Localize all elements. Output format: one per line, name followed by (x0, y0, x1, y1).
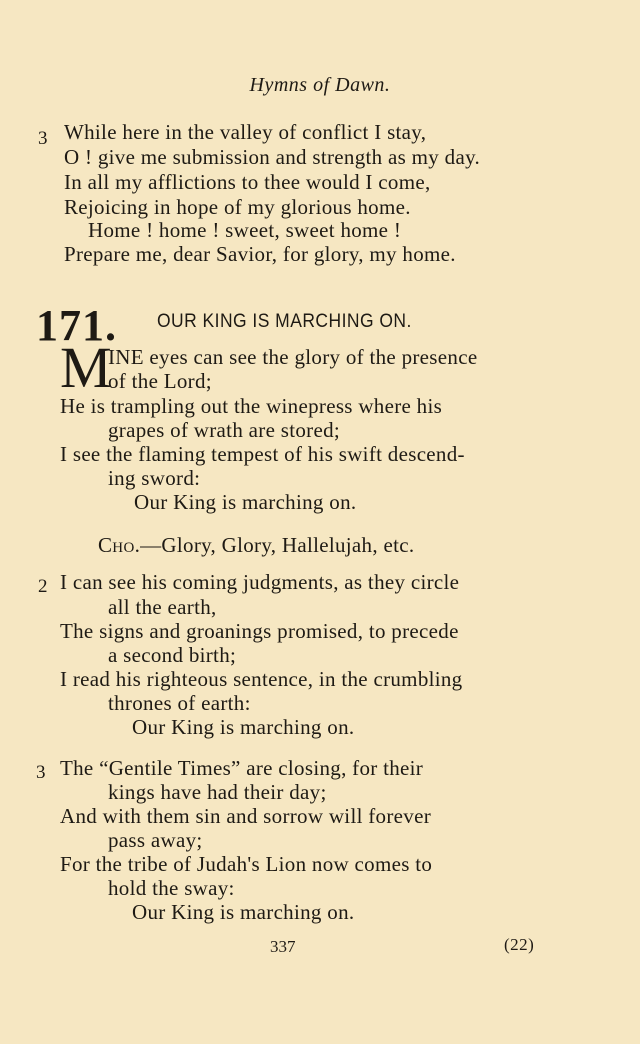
refrain-line: Our King is marching on. (132, 900, 355, 924)
verse-line-continuation: hold the sway: (108, 876, 235, 900)
refrain-line: Our King is marching on. (134, 490, 357, 514)
verse-line: Rejoicing in hope of my glorious home. (64, 195, 411, 219)
verse-line-continuation: all the earth, (108, 595, 217, 619)
verse-line: And with them sin and sorrow will forever (60, 804, 431, 828)
refrain-line: Home ! home ! sweet, sweet home ! (88, 218, 402, 242)
signature-mark: (22) (504, 935, 535, 954)
verse-line-continuation: kings have had their day; (108, 780, 327, 804)
verse-line: The signs and groanings promised, to precede (60, 619, 459, 643)
verse-number: 3 (38, 128, 48, 149)
refrain-line: Our King is marching on. (132, 715, 355, 739)
drop-cap: M (60, 335, 112, 400)
verse-line: Prepare me, dear Savior, for glory, my home. (64, 242, 456, 266)
verse-line: While here in the valley of conflict I stay, (64, 120, 427, 144)
verse-line: He is trampling out the winepress where his (60, 394, 443, 418)
hymn-number: 171. (36, 301, 117, 350)
verse-line: I read his righteous sentence, in the crumbling (60, 667, 463, 691)
verse-line-continuation: pass away; (108, 828, 203, 852)
page-number: 337 (270, 937, 296, 956)
verse-line-continuation: of the Lord; (108, 369, 212, 393)
verse-line: I can see his coming judgments, as they circle (60, 570, 460, 594)
verse-line: In all my afflictions to thee would I come, (64, 170, 431, 194)
verse-number: 3 (36, 762, 46, 783)
chorus-line (98, 533, 414, 558)
verse-line-continuation: grapes of wrath are stored; (108, 418, 341, 442)
verse-number: 2 (38, 576, 48, 597)
chorus-text: —Glory, Glory, Hallelujah, etc. (140, 533, 415, 557)
verse-line-continuation: thrones of earth: (108, 691, 251, 715)
verse-line-continuation: a second birth; (108, 643, 237, 667)
hymn-title: OUR KING IS MARCHING ON. (157, 311, 412, 332)
running-header: Hymns of Dawn. (249, 74, 391, 96)
verse-line: O ! give me submission and strength as my day. (64, 145, 481, 169)
verse-line: For the tribe of Judah's Lion now comes to (60, 852, 433, 876)
verse-line: INE eyes can see the glory of the presence (108, 345, 478, 369)
chorus-label: Cho. (98, 533, 141, 557)
verse-line: The “Gentile Times” are closing, for their (60, 756, 424, 780)
verse-line-continuation: ing sword: (108, 466, 201, 490)
verse-line: I see the flaming tempest of his swift descend- (60, 442, 465, 466)
